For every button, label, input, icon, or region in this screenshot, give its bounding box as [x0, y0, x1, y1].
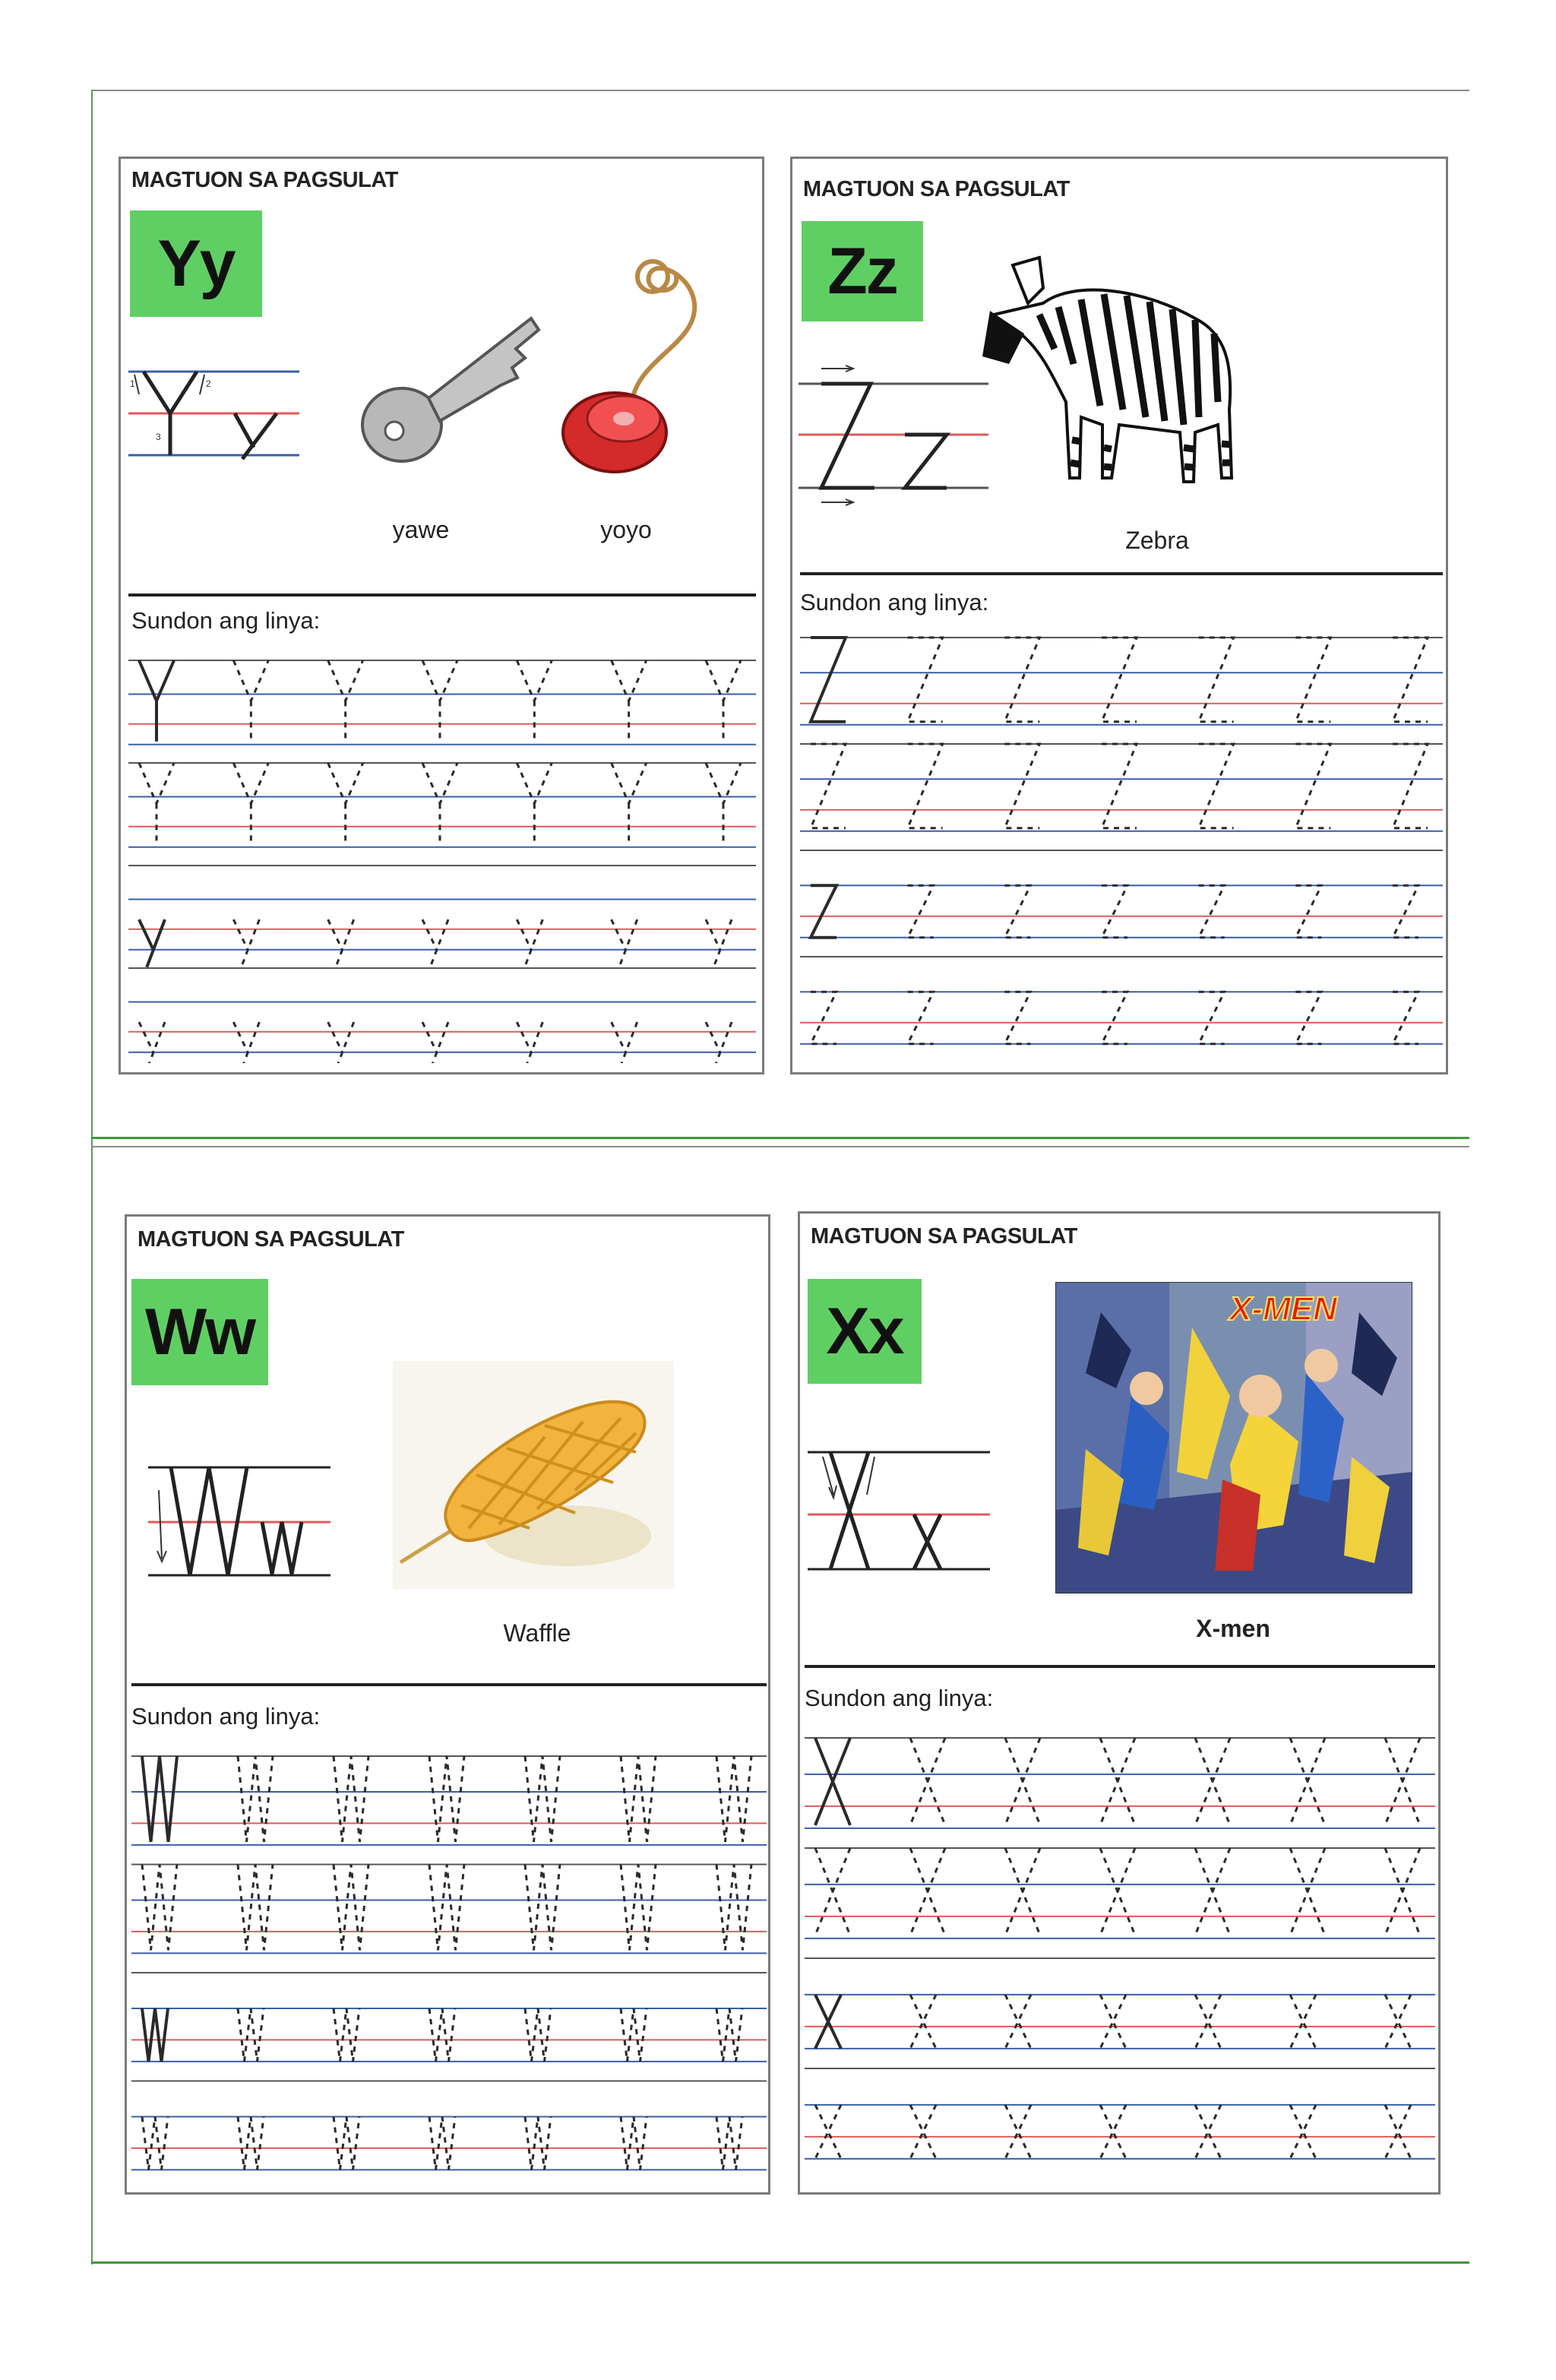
trace-letter	[612, 763, 647, 844]
svg-text:1: 1	[130, 378, 135, 389]
trace-letter	[811, 885, 837, 938]
worksheet-card-x	[798, 1211, 1441, 2195]
trace-letter	[815, 2105, 841, 2159]
trace-letter	[1102, 638, 1137, 722]
trace-letter	[525, 2117, 551, 2170]
trace-letter	[1385, 1848, 1420, 1935]
trace-letter	[612, 1022, 637, 1063]
card-title: MAGTUON SA PAGSULAT	[811, 1224, 1077, 1249]
trace-letter	[908, 638, 943, 722]
instruction-label: Sundon ang linya:	[131, 607, 321, 634]
svg-text:2: 2	[206, 378, 211, 389]
trace-letter	[716, 2008, 742, 2062]
trace-letter	[1295, 744, 1330, 828]
trace-letter	[429, 1865, 464, 1951]
trace-letter	[233, 919, 259, 967]
trace-letter	[139, 1022, 165, 1063]
trace-letter	[1199, 885, 1225, 938]
trace-letter	[334, 1865, 368, 1951]
section-separator	[131, 1683, 767, 1686]
trace-letter	[238, 2008, 264, 2062]
tracing-area-y	[128, 653, 756, 1063]
instruction-label: Sundon ang linya:	[805, 1685, 994, 1711]
trace-letter	[1004, 992, 1030, 1044]
section-separator	[800, 572, 1443, 575]
trace-letter	[238, 1865, 273, 1951]
trace-letter	[233, 660, 268, 742]
trace-letter	[1195, 1738, 1230, 1825]
trace-letter	[429, 2008, 455, 2062]
trace-letter	[1195, 1995, 1221, 2049]
section-separator	[805, 1665, 1435, 1668]
trace-letter	[1005, 1738, 1040, 1825]
trace-letter	[422, 660, 457, 742]
trace-letter	[429, 2117, 455, 2170]
trace-letter	[706, 1022, 732, 1063]
trace-letter	[1290, 2105, 1316, 2159]
trace-letter	[334, 1756, 368, 1842]
trace-letter	[422, 1022, 448, 1063]
trace-letter	[811, 638, 846, 722]
trace-letter	[328, 1022, 354, 1063]
trace-letter	[429, 1756, 464, 1842]
trace-letter	[910, 1738, 945, 1825]
trace-letter	[422, 763, 457, 844]
trace-letter	[908, 744, 943, 828]
trace-letter	[1100, 1995, 1126, 2049]
trace-letter	[1100, 2105, 1126, 2159]
trace-letter	[328, 660, 363, 742]
trace-letter	[1295, 885, 1321, 938]
trace-letter	[1393, 744, 1428, 828]
trace-letter	[706, 919, 732, 967]
letter-badge: Yy	[130, 210, 262, 317]
trace-letter	[1290, 1848, 1325, 1935]
bottom-border-line	[91, 2261, 1469, 2264]
trace-letter	[716, 1756, 751, 1842]
trace-letter	[1199, 638, 1234, 722]
trace-letter	[1199, 744, 1234, 828]
trace-letter	[1005, 1995, 1031, 2049]
left-border-line	[91, 90, 93, 2264]
trace-letter	[422, 919, 448, 967]
letter-badge: Zz	[802, 221, 923, 321]
trace-letter	[525, 1756, 560, 1842]
trace-letter	[815, 1995, 841, 2049]
stroke-guide-z	[799, 362, 996, 514]
trace-letter	[1004, 885, 1030, 938]
worksheet-card-y	[119, 157, 764, 1074]
worksheet-card-w	[125, 1214, 770, 2195]
trace-letter	[910, 2105, 936, 2159]
trace-letter	[706, 660, 741, 742]
xmen-logo: X-MEN	[1229, 1290, 1337, 1328]
stroke-guide-y	[128, 364, 303, 463]
trace-letter	[1102, 885, 1127, 938]
trace-letter	[908, 885, 934, 938]
middle-divider-line-2	[91, 1146, 1469, 1147]
trace-letter	[1195, 2105, 1221, 2159]
trace-letter	[621, 1865, 656, 1951]
trace-letter	[1005, 2105, 1031, 2159]
stroke-guide-w	[148, 1460, 338, 1589]
trace-letter	[621, 2117, 647, 2170]
trace-letter	[238, 1756, 273, 1842]
trace-letter	[1295, 992, 1321, 1044]
trace-letter	[1295, 638, 1330, 722]
top-border-line	[91, 90, 1469, 91]
trace-letter	[139, 660, 174, 742]
tracing-area-w	[131, 1749, 767, 2182]
trace-letter	[908, 992, 934, 1044]
stroke-guide-x	[808, 1442, 998, 1578]
svg-text:3: 3	[156, 432, 161, 442]
trace-letter	[1102, 744, 1137, 828]
trace-letter	[1290, 1995, 1316, 2049]
card-title: MAGTUON SA PAGSULAT	[131, 168, 398, 192]
card-title: MAGTUON SA PAGSULAT	[138, 1227, 404, 1252]
trace-letter	[815, 1738, 850, 1825]
trace-letter	[517, 763, 552, 844]
trace-letter	[1100, 1738, 1135, 1825]
trace-letter	[811, 744, 846, 828]
trace-letter	[328, 763, 363, 844]
tracing-area-z	[800, 630, 1443, 1055]
caption-yoyo: yoyo	[600, 516, 652, 543]
instruction-label: Sundon ang linya:	[800, 589, 989, 616]
trace-letter	[517, 1022, 542, 1063]
trace-letter	[910, 1995, 936, 2049]
caption-zebra: Zebra	[1125, 527, 1189, 554]
trace-letter	[1393, 885, 1418, 938]
trace-letter	[1005, 1848, 1040, 1935]
trace-letter	[1100, 1848, 1135, 1935]
trace-letter	[517, 660, 552, 742]
yoyo-icon	[561, 242, 736, 486]
caption-xmen: X-men	[1196, 1615, 1270, 1642]
trace-letter	[334, 2117, 359, 2170]
trace-letter	[525, 2008, 551, 2062]
trace-letter	[233, 763, 268, 844]
letter-badge: Ww	[131, 1279, 268, 1385]
trace-letter	[621, 2008, 647, 2062]
caption-waffle: Waffle	[503, 1619, 571, 1647]
trace-letter	[612, 660, 647, 742]
trace-letter	[1102, 992, 1127, 1044]
trace-letter	[525, 1865, 560, 1951]
trace-letter	[1393, 638, 1428, 722]
trace-letter	[716, 1865, 751, 1951]
trace-letter	[142, 2008, 168, 2062]
trace-letter	[517, 919, 542, 967]
trace-letter	[1385, 1995, 1411, 2049]
caption-yawe: yawe	[392, 516, 450, 543]
trace-letter	[142, 1865, 177, 1951]
trace-letter	[706, 763, 741, 844]
key-icon	[356, 296, 546, 470]
trace-letter	[1393, 992, 1418, 1044]
trace-letter	[233, 1022, 259, 1063]
worksheet-card-z	[790, 157, 1448, 1074]
trace-letter	[716, 2117, 742, 2170]
zebra-icon	[967, 235, 1271, 516]
trace-letter	[811, 992, 837, 1044]
trace-letter	[238, 2117, 264, 2170]
trace-letter	[328, 919, 354, 967]
tracing-area-x	[805, 1730, 1435, 2171]
trace-letter	[142, 2117, 168, 2170]
middle-divider-line	[91, 1137, 1469, 1139]
trace-letter	[334, 2008, 359, 2062]
trace-letter	[142, 1756, 177, 1842]
trace-letter	[139, 763, 174, 844]
trace-letter	[1385, 2105, 1411, 2159]
trace-letter	[1004, 744, 1039, 828]
trace-letter	[139, 919, 165, 967]
trace-letter	[1195, 1848, 1230, 1935]
trace-letter	[1199, 992, 1225, 1044]
trace-letter	[815, 1848, 850, 1935]
trace-letter	[910, 1848, 945, 1935]
waffle-icon	[393, 1361, 674, 1589]
card-title: MAGTUON SA PAGSULAT	[803, 177, 1070, 201]
instruction-label: Sundon ang linya:	[131, 1703, 321, 1730]
trace-letter	[612, 919, 637, 967]
trace-letter	[621, 1756, 656, 1842]
xmen-comic-image	[1055, 1282, 1412, 1594]
trace-letter	[1290, 1738, 1325, 1825]
letter-badge: Xx	[808, 1279, 922, 1384]
trace-letter	[1004, 638, 1039, 722]
trace-letter	[1385, 1738, 1420, 1825]
section-separator	[128, 593, 756, 597]
